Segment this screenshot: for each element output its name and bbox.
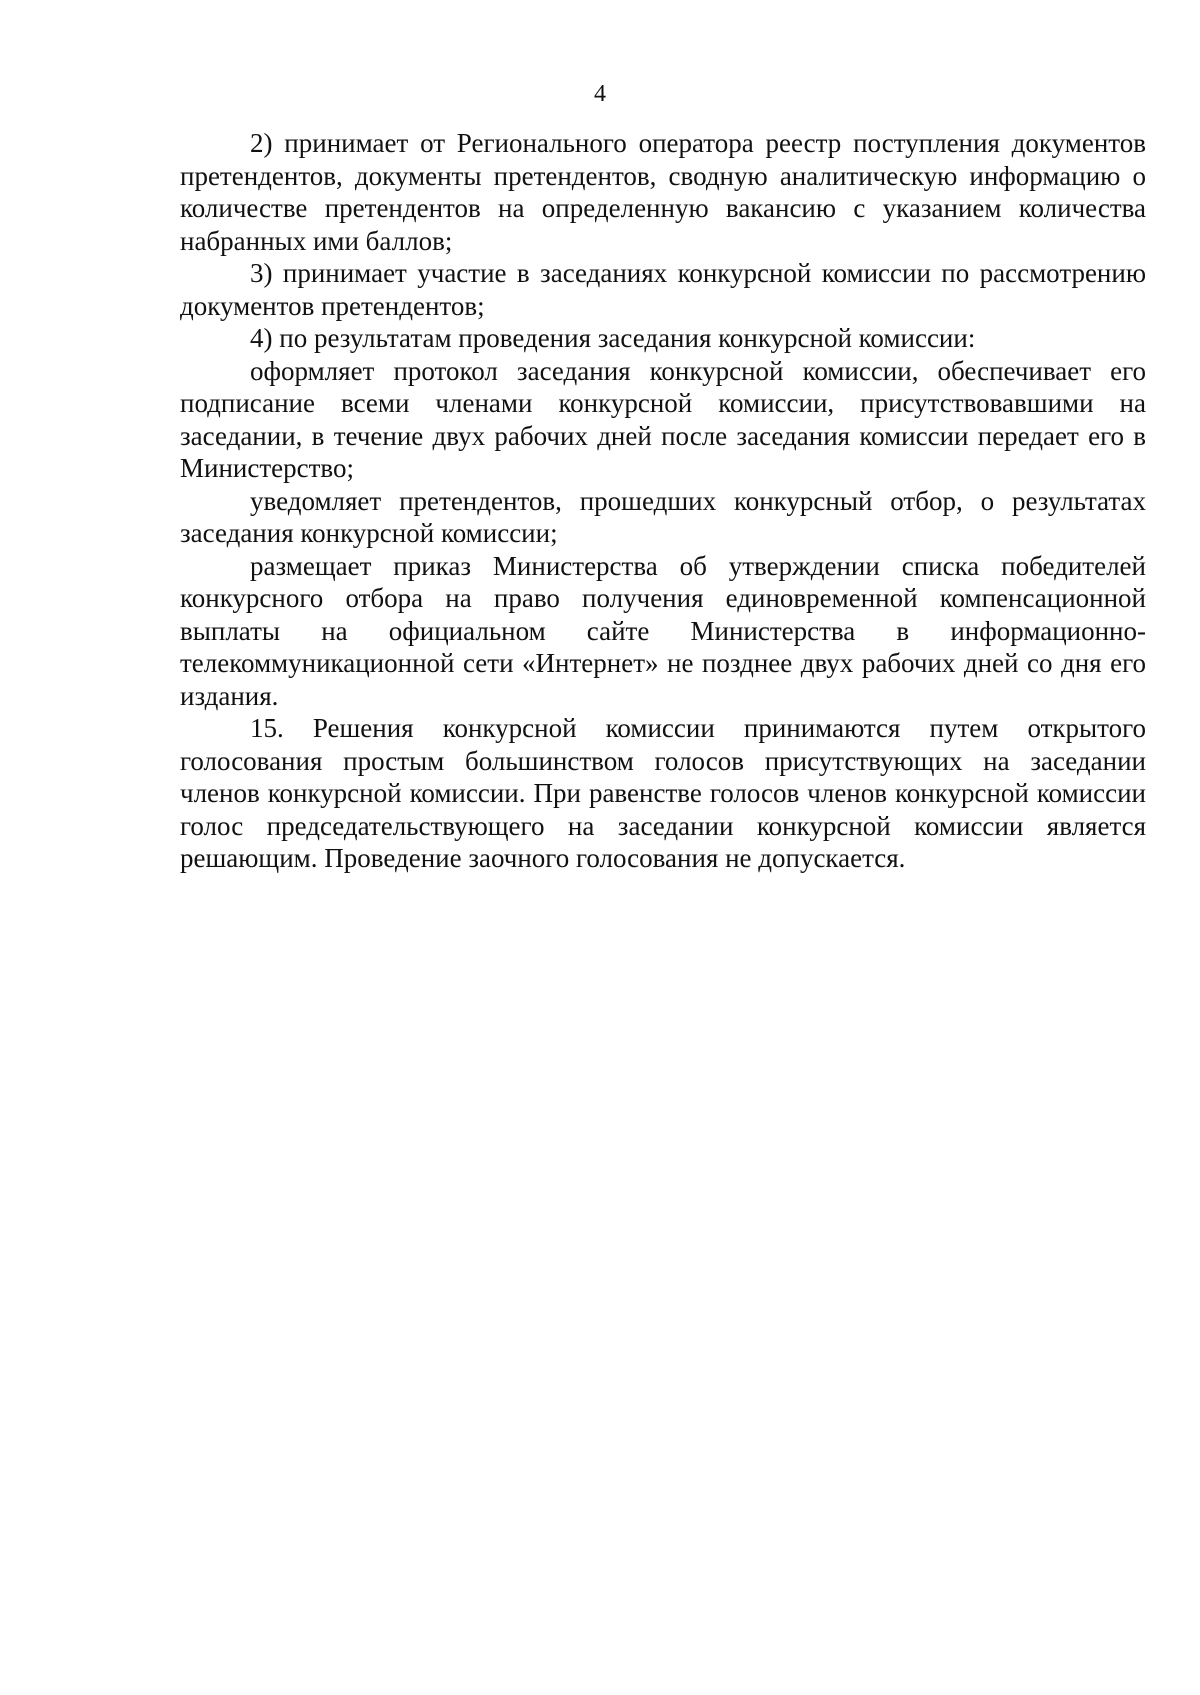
paragraph-item-4: 4) по результатам проведения заседания конкурсной комиссии: [250,323,976,353]
document-body [180,127,1146,875]
paragraph-protocol: оформляет протокол заседания конкурсной комиссии, обеспечивает его подписание всеми членами конкурсной комиссии, присутствовавшими на заседании, в течение двух рабочих дней после заседания комиссии передает его в Министерство; [180,355,1146,483]
paragraph-item-2: 2) принимает от Регионального оператора реестр поступления документов претендентов, документы претендентов, сводную аналитическую информацию о количестве претендентов на определенную вакансию с указанием количества набранных ими баллов; [180,128,1146,256]
paragraph-section-15: 15. Решения конкурсной комиссии принимаются путем открытого голосования простым большинством голосов присутствующих на заседании членов конкурсной комиссии. При равенстве голосов членов конкурсной комиссии голос председательствующего на заседании конкурсной комиссии является решающим. Проведение заочного голосования не допускается. [180,713,1146,873]
paragraph-publish: размещает приказ Министерства об утверждении списка победителей конкурсного отбора на право получения единовременной компенсационной выплаты на официальном сайте Министерства в информационно-телекоммуникационной сети «Интернет» не позднее двух рабочих дней со дня его издания. [180,550,1146,711]
page-number: 4 [594,81,606,107]
paragraph-notify: уведомляет претендентов, прошедших конкурсный отбор, о результатах заседания конкурсной комиссии; [180,485,1146,548]
paragraph-item-3: 3) принимает участие в заседаниях конкурсной комиссии по рассмотрению документов претендентов; [180,258,1146,321]
